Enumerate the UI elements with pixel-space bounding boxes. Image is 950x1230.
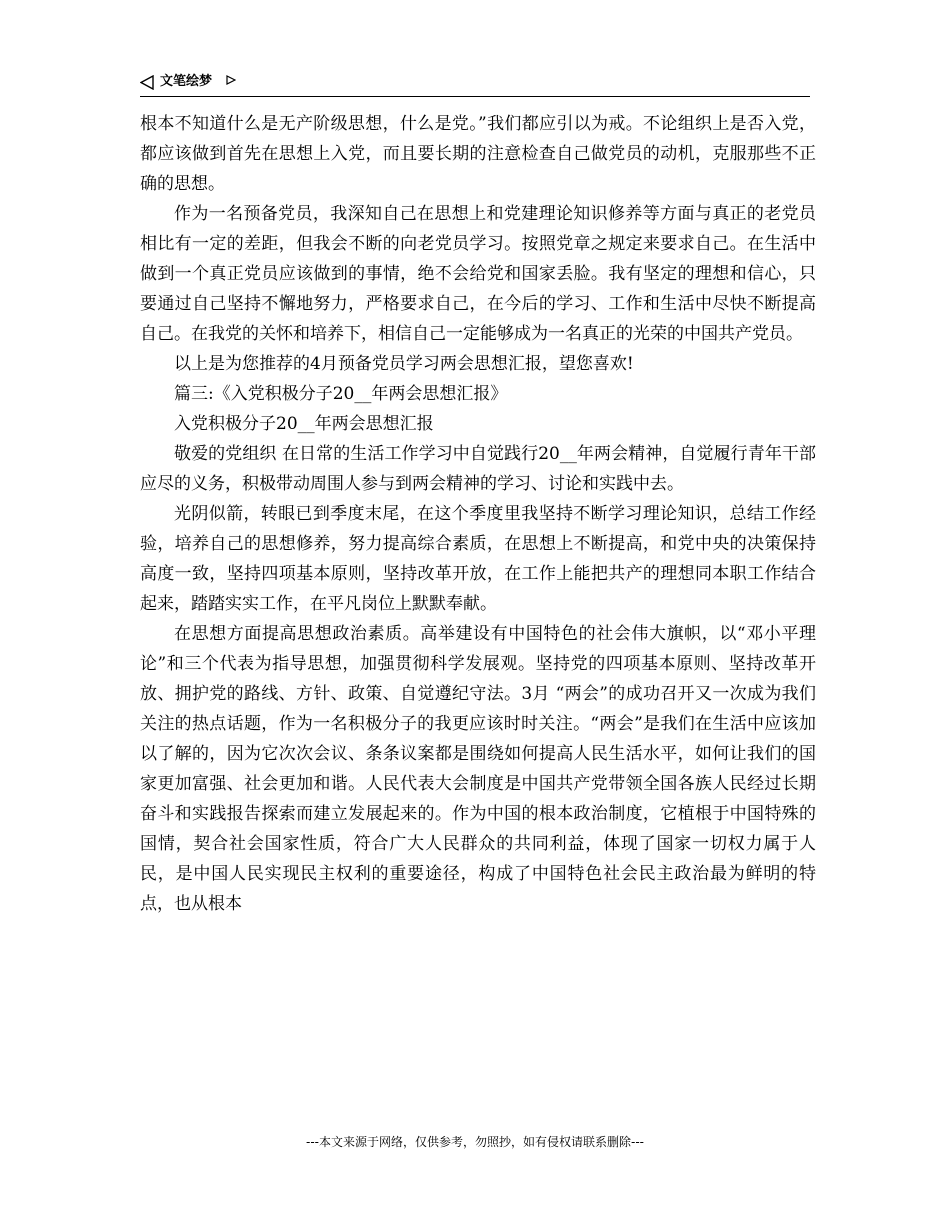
page-header [140,72,810,97]
paragraph-1: 根本不知道什么是无产阶级思想，什么是党。”我们都应引以为戒。不论组织上是否入党，都应该做到首先在思想上入党，而且要长期的注意检查自己做党员的动机，克服那些不正确的思想。 [140,114,816,194]
paragraph-2: 作为一名预备党员，我深知自己在思想上和党建理论知识修养等方面与真正的老党员相比有一定的差距，但我会不断的向老党员学习。按照党章之规定来要求自己。在生活中做到一个真正党员应该做到的事情，绝不会给党和国家丢脸。我有坚定的理想和信心，只要通过自己坚持不懈地努力，严格要求自己，在今后的学习、工作和生活中尽快不断提高自己。在我党的关怀和培养下，相信自己一定能够成为一名真正的光荣的中国共产党员。 [140,204,816,344]
paragraph-4: 敬爱的党组织 在日常的生活工作学习中自觉践行20__年两会精神，自觉履行青年干部应尽的义务，积极带动周围人参与到两会精神的学习、讨论和实践中去。 [140,444,816,494]
document-body [140,109,816,919]
page-footer: ---本文来源于网络，仅供参考，勿照抄，如有侵权请联系删除--- [306,1135,644,1149]
paragraph-3: 以上是为您推荐的4月预备党员学习两会思想汇报，望您喜欢! [174,354,634,374]
report-title: 入党积极分子20__年两会思想汇报 [174,414,434,434]
triangle-left-icon [140,75,155,90]
paragraph-5: 光阴似箭，转眼已到季度末尾，在这个季度里我坚持不断学习理论知识，总结工作经验，培养自己的思想修养，努力提高综合素质，在思想上不断提高，和党中央的决策保持高度一致，坚持四项基本原则，坚持改革开放，在工作上能把共产的理想同本职工作结合起来，踏踏实实工作，在平凡岗位上默默奉献。 [140,504,816,614]
header-title: 文笔绘梦 [160,74,213,89]
paragraph-6: 在思想方面提高思想政治素质。高举建设有中国特色的社会伟大旗帜，以“邓小平理论”和三个代表为指导思想，加强贯彻科学发展观。坚持党的四项基本原则、坚持改革开放、拥护党的路线、方针、政策、自觉遵纪守法。3月 “两会”的成功召开又一次成为我们关注的热点话题，作为一名积极分子的我更应该时时关注。“两会”是我们在生活中应该加以了解的，因为它次次会议、条条议案都是围绕如何提高人民生活水平，如何让我们的国家更加富强、社会更加和谐。人民代表大会制度是中国共产党带领全国各族人民经过长期奋斗和实践报告探索而建立发展起来的。作为中国的根本政治制度，它植根于中国特殊的国情，契合社会国家性质，符合广大人民群众的共同利益，体现了国家一切权力属于人民，是中国人民实现民主权利的重要途径，构成了中国特色社会民主政治最为鲜明的特点，也从根本 [140,624,816,914]
section-heading: 篇三:《入党积极分子20__年两会思想汇报》 [174,384,508,404]
triangle-right-icon [226,75,236,85]
